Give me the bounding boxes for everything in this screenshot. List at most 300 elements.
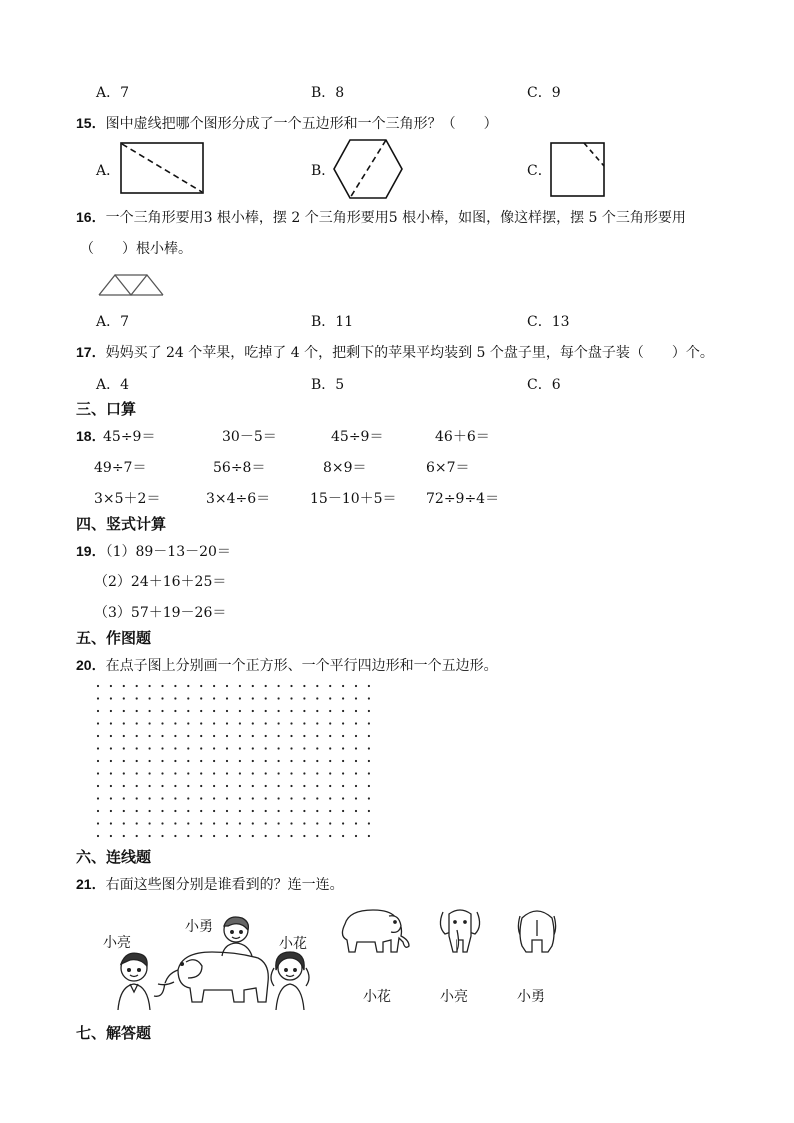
grid-dot[interactable]: [161, 785, 163, 787]
grid-dot[interactable]: [187, 735, 189, 737]
grid-dot[interactable]: [252, 772, 254, 774]
grid-dot[interactable]: [136, 835, 138, 837]
grid-dot[interactable]: [316, 697, 318, 699]
grid-dot[interactable]: [252, 835, 254, 837]
grid-dot[interactable]: [226, 710, 228, 712]
grid-dot[interactable]: [316, 835, 318, 837]
grid-dot[interactable]: [200, 835, 202, 837]
grid-dot[interactable]: [200, 760, 202, 762]
grid-dot[interactable]: [123, 797, 125, 799]
grid-dot[interactable]: [368, 835, 370, 837]
grid-dot[interactable]: [355, 772, 357, 774]
grid-dot[interactable]: [174, 697, 176, 699]
grid-dot[interactable]: [174, 735, 176, 737]
grid-dot[interactable]: [123, 760, 125, 762]
grid-dot[interactable]: [187, 685, 189, 687]
q15-label-b: B．: [311, 163, 336, 179]
grid-dot[interactable]: [123, 735, 125, 737]
grid-dot[interactable]: [290, 810, 292, 812]
grid-dot[interactable]: [226, 685, 228, 687]
grid-dot[interactable]: [123, 710, 125, 712]
grid-dot[interactable]: [239, 835, 241, 837]
grid-dot[interactable]: [290, 747, 292, 749]
grid-dot[interactable]: [226, 697, 228, 699]
grid-dot[interactable]: [213, 772, 215, 774]
q16-sticks-triangles-figure: [98, 273, 168, 297]
grid-dot[interactable]: [187, 785, 189, 787]
grid-dot[interactable]: [149, 785, 151, 787]
grid-dot[interactable]: [265, 772, 267, 774]
grid-dot[interactable]: [252, 760, 254, 762]
grid-dot[interactable]: [161, 747, 163, 749]
grid-dot[interactable]: [239, 785, 241, 787]
grid-dot[interactable]: [303, 797, 305, 799]
grid-dot[interactable]: [110, 785, 112, 787]
grid-dot[interactable]: [123, 810, 125, 812]
grid-dot[interactable]: [174, 710, 176, 712]
grid-dot[interactable]: [290, 835, 292, 837]
grid-dot[interactable]: [149, 697, 151, 699]
grid-dot[interactable]: [123, 785, 125, 787]
grid-dot[interactable]: [265, 747, 267, 749]
grid-dot[interactable]: [110, 722, 112, 724]
grid-dot[interactable]: [278, 685, 280, 687]
grid-dot[interactable]: [97, 822, 99, 824]
grid-dot[interactable]: [97, 810, 99, 812]
grid-dot[interactable]: [342, 822, 344, 824]
grid-dot[interactable]: [136, 810, 138, 812]
grid-dot[interactable]: [368, 760, 370, 762]
grid-dot[interactable]: [342, 697, 344, 699]
grid-dot[interactable]: [278, 822, 280, 824]
grid-dot[interactable]: [355, 797, 357, 799]
grid-dot[interactable]: [110, 697, 112, 699]
grid-dot[interactable]: [368, 722, 370, 724]
grid-dot[interactable]: [123, 722, 125, 724]
grid-dot[interactable]: [265, 835, 267, 837]
grid-dot[interactable]: [278, 797, 280, 799]
section-6-title: 六、连线题: [76, 848, 152, 866]
grid-dot[interactable]: [316, 735, 318, 737]
grid-dot[interactable]: [290, 710, 292, 712]
grid-dot[interactable]: [303, 747, 305, 749]
grid-dot[interactable]: [329, 747, 331, 749]
grid-dot[interactable]: [97, 785, 99, 787]
grid-dot[interactable]: [329, 835, 331, 837]
grid-dot[interactable]: [355, 822, 357, 824]
grid-dot[interactable]: [110, 797, 112, 799]
q18-r2-c2: 56÷8＝: [213, 460, 266, 476]
grid-dot[interactable]: [355, 747, 357, 749]
grid-dot[interactable]: [265, 760, 267, 762]
grid-dot[interactable]: [226, 735, 228, 737]
grid-dot[interactable]: [226, 772, 228, 774]
grid-dot[interactable]: [329, 710, 331, 712]
grid-dot[interactable]: [149, 810, 151, 812]
grid-dot[interactable]: [342, 797, 344, 799]
grid-dot[interactable]: [110, 760, 112, 762]
grid-dot[interactable]: [161, 722, 163, 724]
grid-dot[interactable]: [265, 697, 267, 699]
grid-dot[interactable]: [252, 747, 254, 749]
grid-dot[interactable]: [226, 835, 228, 837]
grid-dot[interactable]: [123, 697, 125, 699]
grid-dot[interactable]: [226, 785, 228, 787]
grid-dot[interactable]: [252, 722, 254, 724]
grid-dot[interactable]: [368, 810, 370, 812]
grid-dot[interactable]: [136, 710, 138, 712]
grid-dot[interactable]: [97, 760, 99, 762]
grid-dot[interactable]: [252, 810, 254, 812]
grid-dot[interactable]: [316, 785, 318, 787]
grid-dot[interactable]: [161, 835, 163, 837]
grid-dot[interactable]: [329, 772, 331, 774]
grid-dot[interactable]: [110, 835, 112, 837]
grid-dot[interactable]: [329, 722, 331, 724]
q21-scene-name-xiaohua: 小花: [279, 936, 307, 952]
grid-dot[interactable]: [200, 785, 202, 787]
grid-dot[interactable]: [278, 722, 280, 724]
grid-dot[interactable]: [252, 697, 254, 699]
grid-dot[interactable]: [213, 710, 215, 712]
grid-dot[interactable]: [97, 697, 99, 699]
grid-dot[interactable]: [329, 797, 331, 799]
grid-dot[interactable]: [355, 685, 357, 687]
grid-dot[interactable]: [329, 822, 331, 824]
grid-dot[interactable]: [110, 810, 112, 812]
grid-dot[interactable]: [239, 772, 241, 774]
grid-dot[interactable]: [161, 685, 163, 687]
grid-dot[interactable]: [161, 697, 163, 699]
grid-dot[interactable]: [136, 785, 138, 787]
grid-dot[interactable]: [123, 685, 125, 687]
grid-dot[interactable]: [161, 735, 163, 737]
grid-dot[interactable]: [97, 835, 99, 837]
grid-dot[interactable]: [149, 747, 151, 749]
grid-dot[interactable]: [149, 685, 151, 687]
grid-dot[interactable]: [97, 710, 99, 712]
section-5-title: 五、作图题: [76, 629, 152, 647]
grid-dot[interactable]: [316, 710, 318, 712]
grid-dot[interactable]: [213, 785, 215, 787]
grid-dot[interactable]: [342, 810, 344, 812]
grid-dot[interactable]: [278, 697, 280, 699]
grid-dot[interactable]: [136, 722, 138, 724]
grid-dot[interactable]: [303, 735, 305, 737]
grid-dot[interactable]: [303, 810, 305, 812]
grid-dot[interactable]: [265, 710, 267, 712]
grid-dot[interactable]: [213, 747, 215, 749]
grid-dot[interactable]: [278, 785, 280, 787]
grid-dot[interactable]: [329, 785, 331, 787]
grid-dot[interactable]: [252, 785, 254, 787]
grid-dot[interactable]: [136, 735, 138, 737]
grid-dot[interactable]: [136, 685, 138, 687]
grid-dot[interactable]: [239, 810, 241, 812]
grid-dot[interactable]: [187, 747, 189, 749]
grid-dot[interactable]: [161, 810, 163, 812]
grid-dot[interactable]: [265, 822, 267, 824]
grid-dot[interactable]: [226, 810, 228, 812]
grid-dot[interactable]: [303, 760, 305, 762]
grid-dot[interactable]: [110, 685, 112, 687]
grid-dot[interactable]: [97, 772, 99, 774]
grid-dot[interactable]: [316, 772, 318, 774]
grid-dot[interactable]: [368, 697, 370, 699]
grid-dot[interactable]: [252, 735, 254, 737]
grid-dot[interactable]: [200, 810, 202, 812]
grid-dot[interactable]: [226, 797, 228, 799]
grid-dot[interactable]: [97, 722, 99, 724]
grid-dot[interactable]: [123, 772, 125, 774]
grid-dot[interactable]: [149, 735, 151, 737]
grid-dot[interactable]: [213, 760, 215, 762]
grid-dot[interactable]: [213, 810, 215, 812]
grid-dot[interactable]: [97, 747, 99, 749]
grid-dot[interactable]: [136, 822, 138, 824]
grid-dot[interactable]: [161, 710, 163, 712]
grid-dot[interactable]: [174, 797, 176, 799]
grid-dot[interactable]: [213, 735, 215, 737]
grid-dot[interactable]: [213, 685, 215, 687]
q15-text: 图中虚线把哪个图形分成了一个五边形和一个三角形？（ ）: [105, 116, 498, 132]
grid-dot[interactable]: [355, 810, 357, 812]
grid-dot[interactable]: [252, 685, 254, 687]
grid-dot[interactable]: [226, 722, 228, 724]
grid-dot[interactable]: [174, 835, 176, 837]
grid-dot[interactable]: [265, 810, 267, 812]
grid-dot[interactable]: [110, 772, 112, 774]
grid-dot[interactable]: [303, 785, 305, 787]
grid-dot[interactable]: [316, 747, 318, 749]
grid-dot[interactable]: [355, 735, 357, 737]
grid-dot[interactable]: [290, 685, 292, 687]
grid-dot[interactable]: [187, 835, 189, 837]
elephant-side-icon: [154, 952, 268, 1002]
grid-dot[interactable]: [161, 760, 163, 762]
grid-dot[interactable]: [136, 697, 138, 699]
grid-dot[interactable]: [97, 685, 99, 687]
grid-dot[interactable]: [200, 747, 202, 749]
grid-dot[interactable]: [187, 822, 189, 824]
grid-dot[interactable]: [149, 710, 151, 712]
grid-dot[interactable]: [329, 685, 331, 687]
grid-dot[interactable]: [368, 785, 370, 787]
grid-dot[interactable]: [97, 797, 99, 799]
grid-dot[interactable]: [265, 797, 267, 799]
grid-dot[interactable]: [239, 710, 241, 712]
grid-dot[interactable]: [316, 810, 318, 812]
grid-dot[interactable]: [161, 797, 163, 799]
grid-dot[interactable]: [303, 722, 305, 724]
grid-dot[interactable]: [368, 735, 370, 737]
grid-dot[interactable]: [342, 760, 344, 762]
grid-dot[interactable]: [316, 760, 318, 762]
grid-dot[interactable]: [187, 722, 189, 724]
grid-dot[interactable]: [316, 685, 318, 687]
grid-dot[interactable]: [200, 822, 202, 824]
grid-dot[interactable]: [149, 797, 151, 799]
grid-dot[interactable]: [355, 722, 357, 724]
grid-dot[interactable]: [252, 822, 254, 824]
grid-dot[interactable]: [368, 710, 370, 712]
grid-dot[interactable]: [174, 785, 176, 787]
grid-dot[interactable]: [136, 760, 138, 762]
grid-dot[interactable]: [329, 735, 331, 737]
grid-dot[interactable]: [290, 797, 292, 799]
grid-dot[interactable]: [278, 735, 280, 737]
grid-dot[interactable]: [110, 747, 112, 749]
grid-dot[interactable]: [290, 722, 292, 724]
grid-dot[interactable]: [290, 772, 292, 774]
grid-dot[interactable]: [368, 747, 370, 749]
grid-dot[interactable]: [342, 722, 344, 724]
grid-dot[interactable]: [329, 760, 331, 762]
grid-dot[interactable]: [355, 710, 357, 712]
grid-dot[interactable]: [342, 735, 344, 737]
grid-dot[interactable]: [174, 722, 176, 724]
grid-dot[interactable]: [187, 810, 189, 812]
grid-dot[interactable]: [110, 735, 112, 737]
grid-dot[interactable]: [239, 722, 241, 724]
grid-dot[interactable]: [265, 722, 267, 724]
grid-dot[interactable]: [342, 710, 344, 712]
grid-dot[interactable]: [97, 735, 99, 737]
grid-dot[interactable]: [355, 835, 357, 837]
grid-dot[interactable]: [187, 760, 189, 762]
grid-dot[interactable]: [149, 760, 151, 762]
grid-dot[interactable]: [303, 835, 305, 837]
grid-dot[interactable]: [200, 722, 202, 724]
q17-option-c: C．6: [527, 377, 561, 393]
grid-dot[interactable]: [174, 822, 176, 824]
grid-dot[interactable]: [303, 772, 305, 774]
grid-dot[interactable]: [329, 697, 331, 699]
grid-dot[interactable]: [213, 722, 215, 724]
grid-dot[interactable]: [329, 810, 331, 812]
grid-dot[interactable]: [213, 697, 215, 699]
q15-label-a: A．: [96, 163, 121, 179]
grid-dot[interactable]: [355, 760, 357, 762]
grid-dot[interactable]: [149, 822, 151, 824]
grid-dot[interactable]: [213, 822, 215, 824]
grid-dot[interactable]: [278, 760, 280, 762]
grid-dot[interactable]: [303, 697, 305, 699]
grid-dot[interactable]: [200, 735, 202, 737]
grid-dot[interactable]: [265, 735, 267, 737]
grid-dot[interactable]: [368, 772, 370, 774]
grid-dot[interactable]: [239, 822, 241, 824]
grid-dot[interactable]: [200, 797, 202, 799]
grid-dot[interactable]: [278, 810, 280, 812]
grid-dot[interactable]: [342, 785, 344, 787]
grid-dot[interactable]: [136, 747, 138, 749]
grid-dot[interactable]: [149, 722, 151, 724]
grid-dot[interactable]: [110, 710, 112, 712]
q20-dot-grid[interactable]: [96, 684, 378, 840]
grid-dot[interactable]: [187, 797, 189, 799]
grid-dot[interactable]: [265, 785, 267, 787]
grid-dot[interactable]: [123, 822, 125, 824]
grid-dot[interactable]: [174, 810, 176, 812]
grid-dot[interactable]: [200, 772, 202, 774]
grid-dot[interactable]: [187, 772, 189, 774]
grid-dot[interactable]: [316, 797, 318, 799]
grid-dot[interactable]: [174, 747, 176, 749]
grid-dot[interactable]: [200, 710, 202, 712]
grid-dot[interactable]: [342, 835, 344, 837]
grid-dot[interactable]: [368, 822, 370, 824]
grid-dot[interactable]: [252, 710, 254, 712]
grid-dot[interactable]: [187, 710, 189, 712]
grid-dot[interactable]: [368, 797, 370, 799]
grid-dot[interactable]: [136, 772, 138, 774]
grid-dot[interactable]: [342, 772, 344, 774]
grid-dot[interactable]: [290, 735, 292, 737]
grid-dot[interactable]: [239, 685, 241, 687]
grid-dot[interactable]: [161, 822, 163, 824]
grid-dot[interactable]: [316, 822, 318, 824]
q21-view-name-2: 小亮: [440, 989, 468, 1005]
grid-dot[interactable]: [110, 822, 112, 824]
grid-dot[interactable]: [316, 722, 318, 724]
grid-dot[interactable]: [278, 710, 280, 712]
section-7-title: 七、解答题: [76, 1024, 152, 1042]
grid-dot[interactable]: [342, 747, 344, 749]
grid-dot[interactable]: [226, 747, 228, 749]
grid-dot[interactable]: [290, 822, 292, 824]
grid-dot[interactable]: [265, 685, 267, 687]
grid-dot[interactable]: [200, 697, 202, 699]
grid-dot[interactable]: [136, 797, 138, 799]
grid-dot[interactable]: [174, 685, 176, 687]
grid-dot[interactable]: [290, 760, 292, 762]
grid-dot[interactable]: [278, 835, 280, 837]
grid-dot[interactable]: [355, 785, 357, 787]
grid-dot[interactable]: [239, 747, 241, 749]
grid-dot[interactable]: [355, 697, 357, 699]
grid-dot[interactable]: [200, 685, 202, 687]
grid-dot[interactable]: [303, 685, 305, 687]
grid-dot[interactable]: [226, 760, 228, 762]
grid-dot[interactable]: [149, 772, 151, 774]
grid-dot[interactable]: [303, 710, 305, 712]
grid-dot[interactable]: [239, 697, 241, 699]
grid-dot[interactable]: [252, 797, 254, 799]
q17-option-b: B．5: [311, 377, 345, 393]
grid-dot[interactable]: [239, 760, 241, 762]
grid-dot[interactable]: [278, 747, 280, 749]
grid-dot[interactable]: [226, 822, 228, 824]
grid-dot[interactable]: [368, 685, 370, 687]
grid-dot[interactable]: [187, 697, 189, 699]
grid-dot[interactable]: [290, 785, 292, 787]
grid-dot[interactable]: [149, 835, 151, 837]
grid-dot[interactable]: [161, 772, 163, 774]
grid-dot[interactable]: [239, 797, 241, 799]
grid-dot[interactable]: [290, 697, 292, 699]
grid-dot[interactable]: [123, 747, 125, 749]
grid-dot[interactable]: [342, 685, 344, 687]
grid-dot[interactable]: [239, 735, 241, 737]
grid-dot[interactable]: [174, 772, 176, 774]
grid-dot[interactable]: [303, 822, 305, 824]
grid-dot[interactable]: [213, 797, 215, 799]
grid-dot[interactable]: [213, 835, 215, 837]
grid-dot[interactable]: [278, 772, 280, 774]
grid-dot[interactable]: [174, 760, 176, 762]
grid-dot[interactable]: [123, 835, 125, 837]
